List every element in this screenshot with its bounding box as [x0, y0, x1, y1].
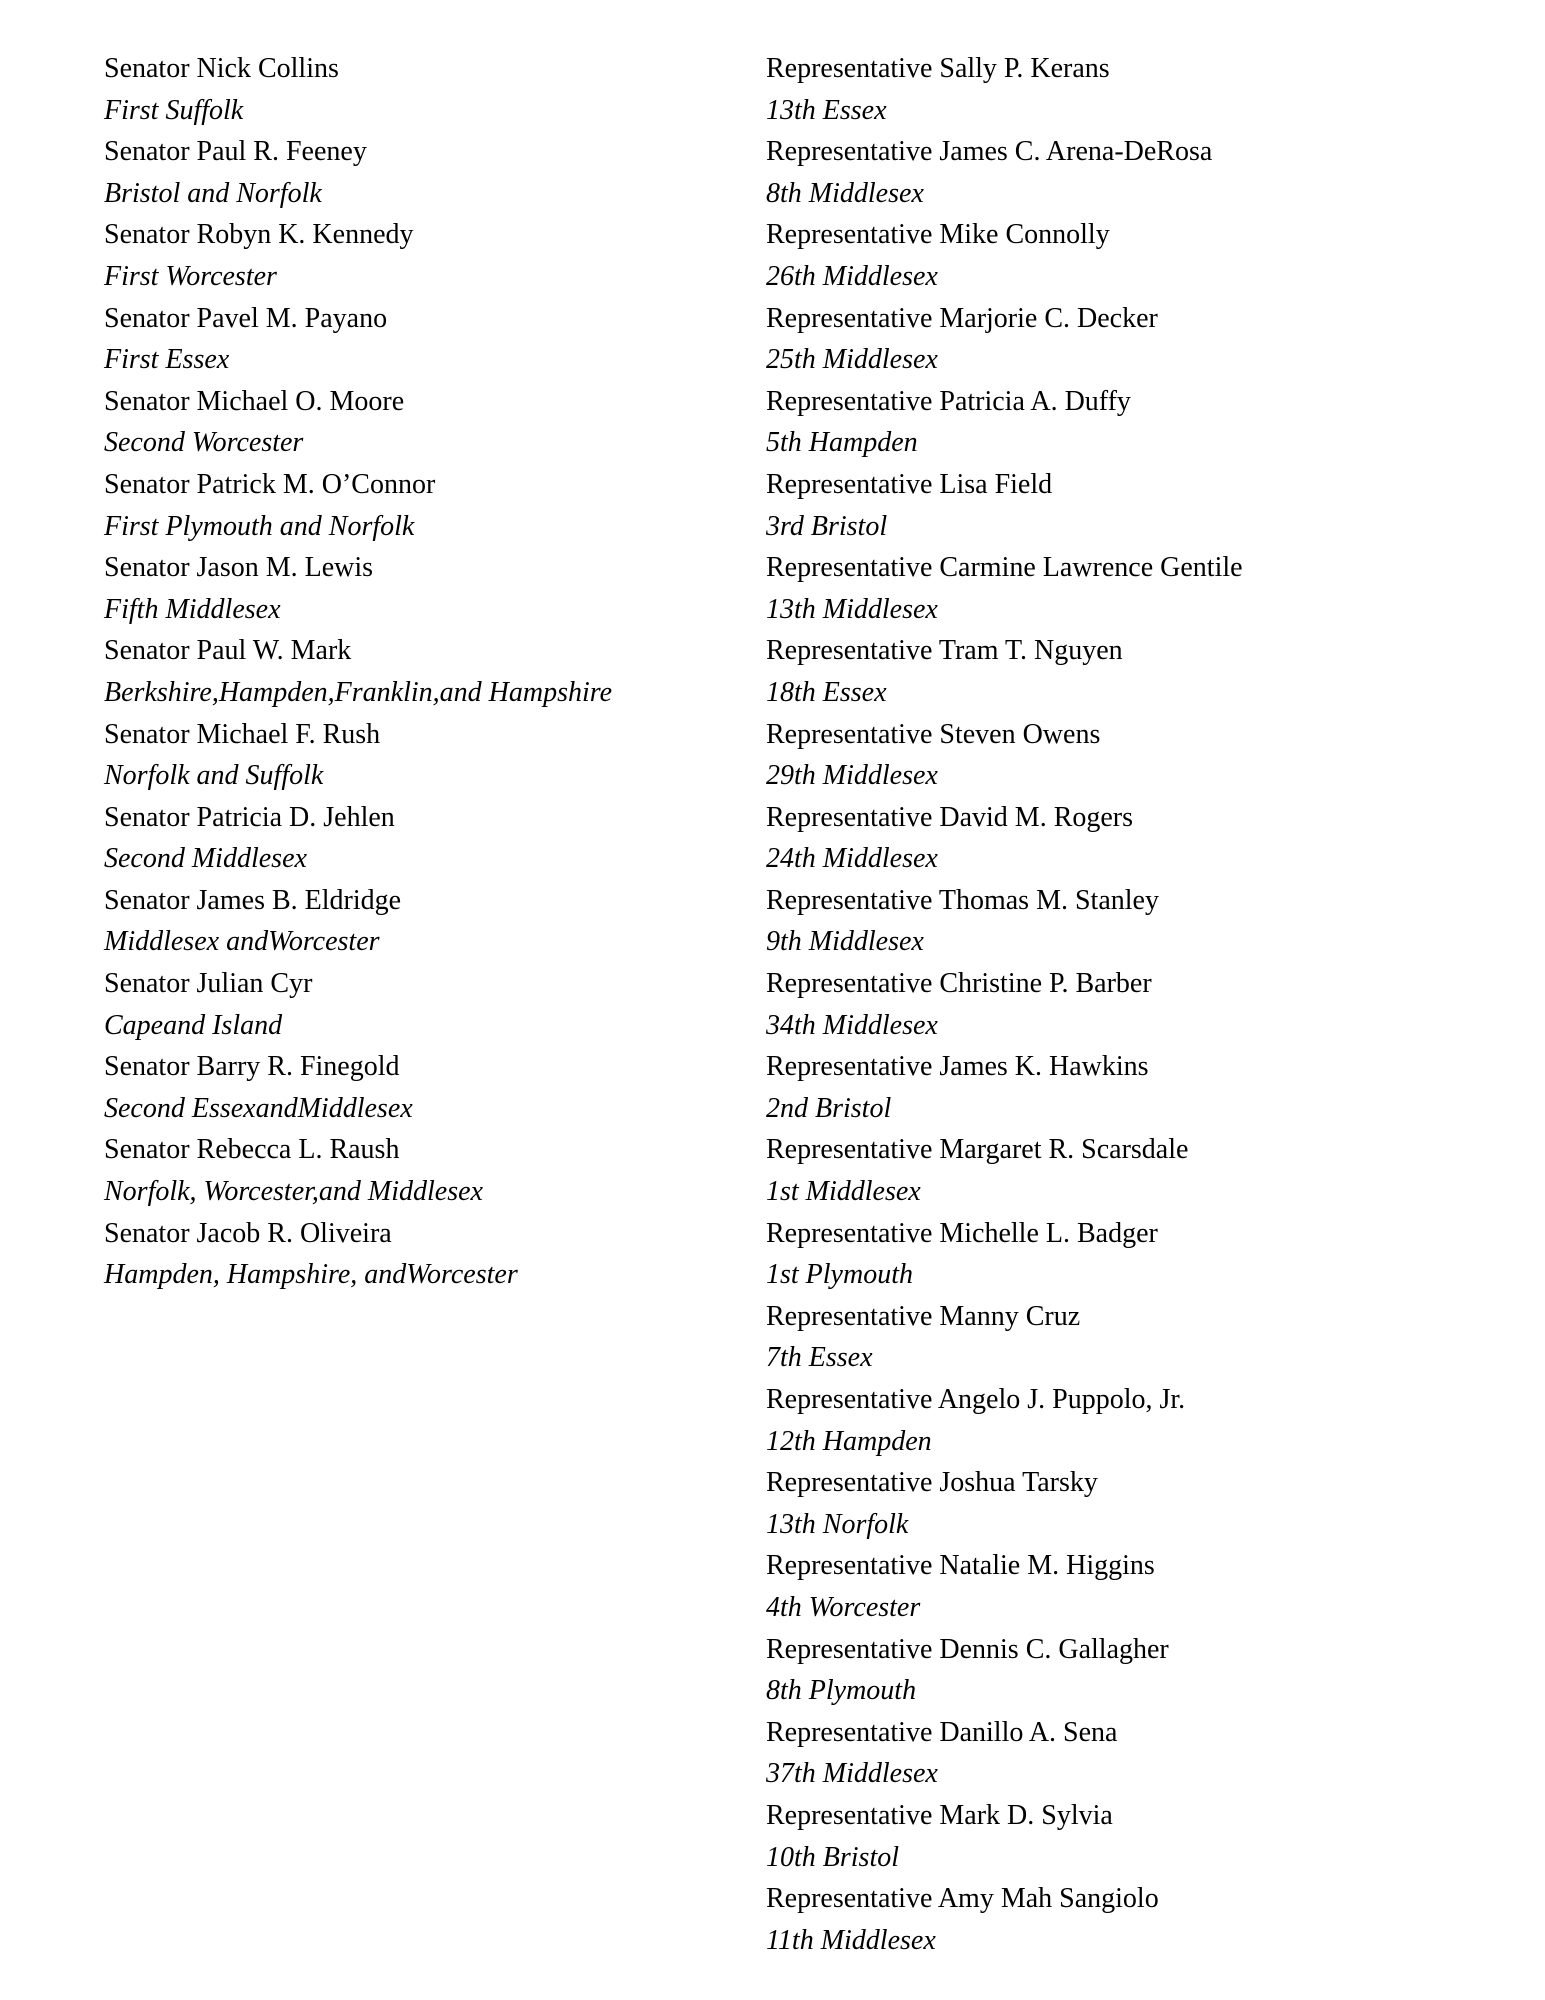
legislator-district: First Suffolk [104, 94, 244, 126]
representative-entry [766, 1712, 1486, 1795]
legislator-name: Senator Jason M. Lewis [104, 552, 374, 584]
representative-entry [766, 1545, 1486, 1628]
senator-entry [104, 214, 744, 297]
legislator-district: Second EssexandMiddlesex [104, 1092, 413, 1124]
legislator-name: Representative Mike Connolly [766, 219, 1110, 251]
legislator-name: Representative Dennis C. Gallagher [766, 1633, 1169, 1665]
legislator-district: 2nd Bristol [766, 1092, 892, 1124]
representative-entry [766, 1379, 1486, 1462]
legislator-name: Senator Robyn K. Kennedy [104, 219, 414, 251]
representative-entry [766, 1878, 1486, 1961]
legislator-district: 13th Norfolk [766, 1508, 909, 1540]
representative-entry [766, 714, 1486, 797]
legislator-name: Representative Thomas M. Stanley [766, 884, 1159, 916]
legislator-name: Representative James K. Hawkins [766, 1051, 1149, 1083]
legislator-district: 7th Essex [766, 1342, 873, 1374]
representative-entry [766, 630, 1486, 713]
legislator-district: 3rd Bristol [766, 510, 888, 542]
legislator-district: Second Middlesex [104, 843, 307, 875]
representative-entry [766, 464, 1486, 547]
legislator-name: Representative Angelo J. Puppolo, Jr. [766, 1384, 1186, 1415]
legislator-district: Norfolk, Worcester,and Middlesex [104, 1176, 483, 1208]
representative-entry [766, 298, 1486, 381]
legislator-district: Second Worcester [104, 427, 304, 459]
legislator-name: Representative Joshua Tarsky [766, 1467, 1098, 1499]
legislator-name: Representative Danillo A. Sena [766, 1716, 1118, 1748]
legislator-district: Capeand Island [104, 1009, 283, 1041]
legislator-district: 34th Middlesex [766, 1009, 938, 1041]
legislator-name: Representative Marjorie C. Decker [766, 302, 1158, 334]
legislator-name: Representative Steven Owens [766, 718, 1101, 750]
senator-entry [104, 963, 744, 1046]
legislator-name: Senator Michael F. Rush [104, 718, 381, 750]
legislator-district: 10th Bristol [766, 1841, 900, 1873]
senator-entry [104, 880, 744, 963]
legislator-name: Senator Jacob R. Oliveira [104, 1217, 392, 1249]
legislator-name: Representative Natalie M. Higgins [766, 1550, 1155, 1582]
legislator-name: Representative Manny Cruz [766, 1300, 1081, 1332]
legislator-district: 8th Plymouth [766, 1675, 917, 1707]
representative-entry [766, 1462, 1486, 1545]
legislator-district: 8th Middlesex [766, 177, 924, 209]
legislator-district: 9th Middlesex [766, 926, 924, 958]
legislator-name: Representative Amy Mah Sangiolo [766, 1883, 1159, 1915]
legislator-district: 26th Middlesex [766, 260, 938, 292]
legislator-district: First Essex [104, 344, 230, 376]
legislator-district: 12th Hampden [766, 1425, 932, 1457]
legislator-name: Representative James C. Arena-DeRosa [766, 136, 1213, 168]
legislator-district: 4th Worcester [766, 1591, 921, 1623]
legislator-name: Representative Margaret R. Scarsdale [766, 1134, 1189, 1166]
legislator-name: Senator Michael O. Moore [104, 385, 405, 417]
senator-entry [104, 48, 744, 131]
legislator-name: Senator Nick Collins [104, 53, 339, 84]
legislator-district: 37th Middlesex [766, 1758, 938, 1790]
senator-entry [104, 381, 744, 464]
legislator-district: 13th Middlesex [766, 593, 938, 625]
legislator-district: Berkshire,Hampden,Franklin,and Hampshire [104, 676, 613, 708]
senator-entry [104, 714, 744, 797]
representative-entry [766, 48, 1486, 131]
legislator-district: 13th Essex [766, 94, 887, 126]
senator-entry [104, 1129, 744, 1212]
representative-entry [766, 963, 1486, 1046]
legislator-district: Fifth Middlesex [104, 593, 281, 625]
legislator-district: Middlesex andWorcester [104, 926, 380, 958]
legislator-name: Senator Julian Cyr [104, 968, 313, 1000]
legislator-district: 18th Essex [766, 676, 887, 708]
senator-entry [104, 1046, 744, 1129]
legislator-name: Senator Patricia D. Jehlen [104, 801, 395, 833]
representatives-column [766, 48, 1486, 1961]
legislator-name: Representative Michelle L. Badger [766, 1217, 1158, 1249]
legislator-district: 11th Middlesex [766, 1924, 936, 1956]
legislator-name: Representative Patricia A. Duffy [766, 385, 1131, 417]
senators-column [104, 48, 744, 1296]
representative-entry [766, 1795, 1486, 1878]
senator-entry [104, 464, 744, 547]
senator-entry [104, 1213, 744, 1296]
representative-entry [766, 1629, 1486, 1712]
legislator-district: Hampden, Hampshire, andWorcester [104, 1259, 518, 1291]
legislator-name: Senator Paul R. Feeney [104, 136, 367, 168]
senator-entry [104, 131, 744, 214]
legislator-name: Representative Lisa Field [766, 468, 1053, 500]
representative-entry [766, 381, 1486, 464]
representative-entry [766, 1046, 1486, 1129]
legislator-name: Representative David M. Rogers [766, 801, 1134, 833]
legislator-name: Representative Mark D. Sylvia [766, 1799, 1113, 1831]
legislator-district: First Worcester [104, 260, 277, 292]
representative-entry [766, 1296, 1486, 1379]
legislator-name: Representative Christine P. Barber [766, 968, 1152, 1000]
representative-entry [766, 797, 1486, 880]
legislator-district: 5th Hampden [766, 427, 918, 459]
legislator-name: Representative Sally P. Kerans [766, 53, 1110, 84]
legislator-district: 29th Middlesex [766, 760, 938, 792]
legislator-name: Representative Tram T. Nguyen [766, 635, 1123, 667]
legislator-district: 24th Middlesex [766, 843, 938, 875]
legislator-name: Senator Pavel M. Payano [104, 302, 388, 334]
legislator-district: Norfolk and Suffolk [104, 760, 324, 792]
representative-entry [766, 214, 1486, 297]
legislator-district: 25th Middlesex [766, 344, 938, 376]
legislator-name: Senator James B. Eldridge [104, 884, 402, 916]
representative-entry [766, 547, 1486, 630]
representative-entry [766, 1129, 1486, 1212]
legislator-name: Senator Patrick M. O’Connor [104, 468, 436, 500]
legislator-name: Representative Carmine Lawrence Gentile [766, 552, 1243, 584]
representative-entry [766, 880, 1486, 963]
legislator-name: Senator Paul W. Mark [104, 635, 352, 667]
senator-entry [104, 797, 744, 880]
legislator-name: Senator Rebecca L. Raush [104, 1134, 400, 1166]
legislator-name: Senator Barry R. Finegold [104, 1051, 400, 1083]
senator-entry [104, 547, 744, 630]
representative-entry [766, 1213, 1486, 1296]
legislator-district: Bristol and Norfolk [104, 177, 322, 209]
legislator-district: 1st Plymouth [766, 1259, 913, 1291]
legislator-district: First Plymouth and Norfolk [104, 510, 415, 542]
senator-entry [104, 630, 744, 713]
legislator-district: 1st Middlesex [766, 1176, 921, 1208]
representative-entry [766, 131, 1486, 214]
senator-entry [104, 298, 744, 381]
